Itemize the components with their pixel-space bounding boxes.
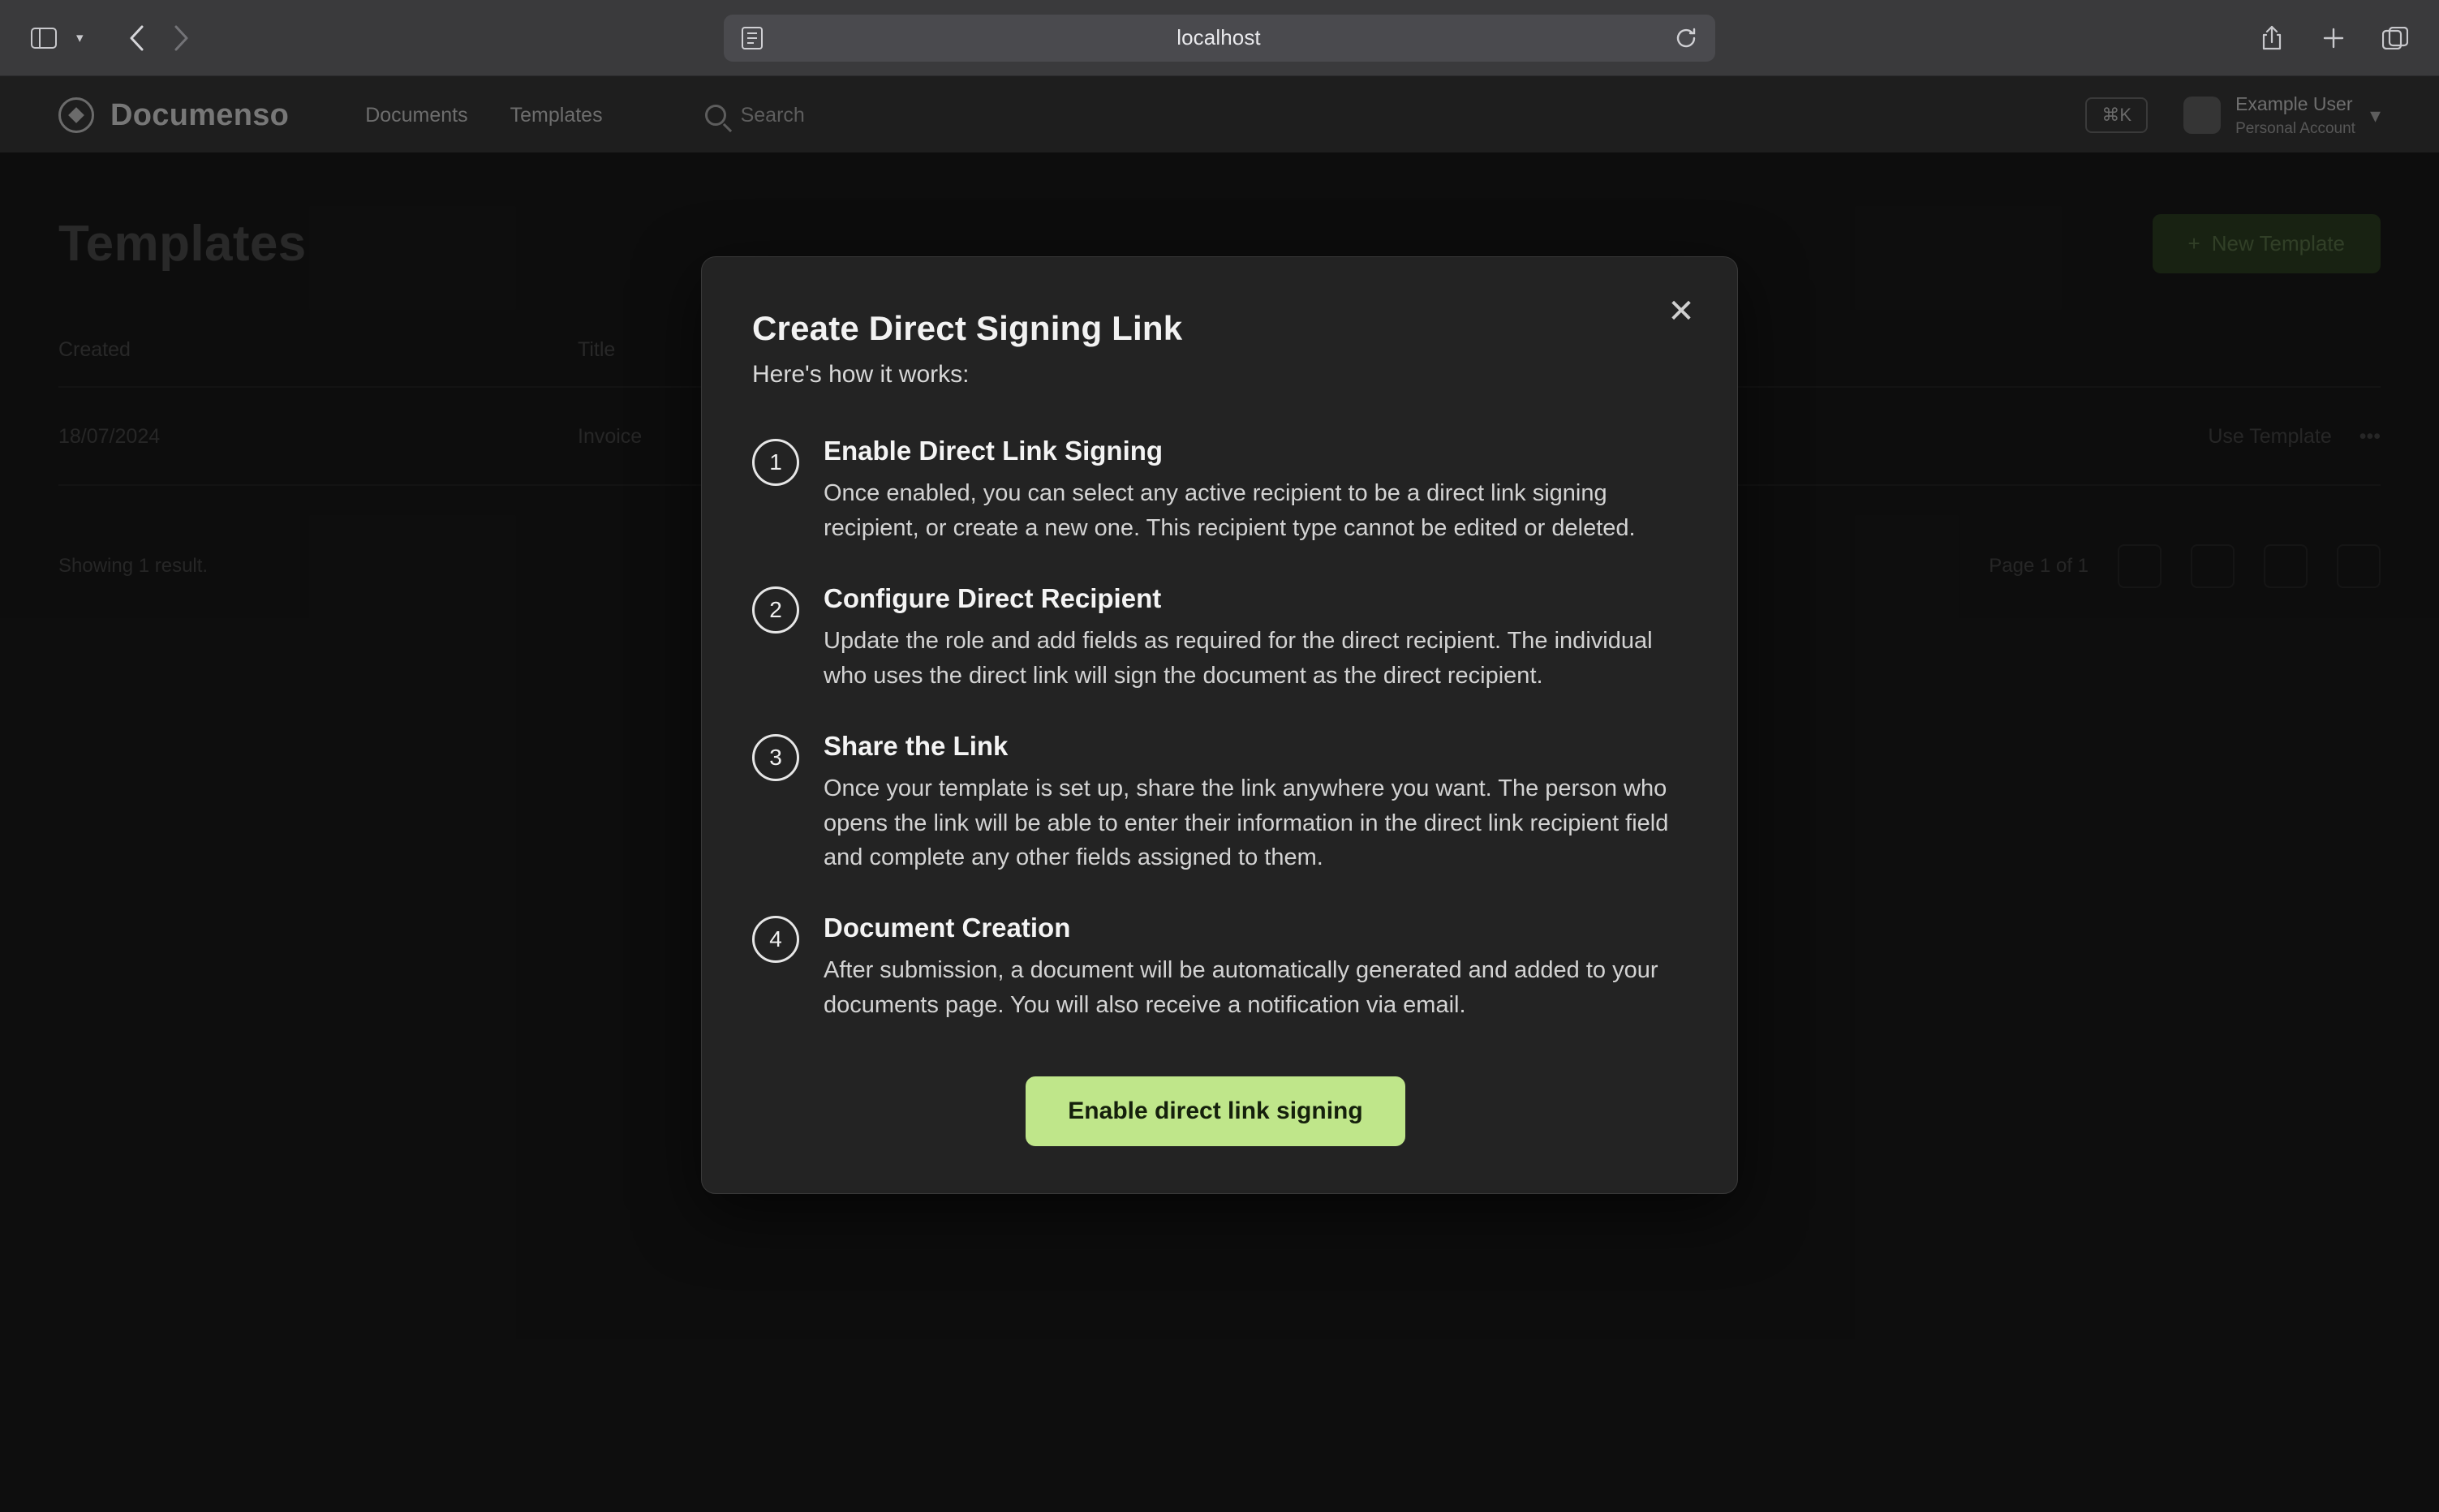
step-number: 4: [752, 916, 799, 963]
step-description: After submission, a document will be automatically generated and added to your documents page. You will also receive a notification via email.: [824, 957, 1658, 1019]
app-nav: [365, 104, 602, 127]
brand-name: Documenso: [110, 97, 290, 132]
step-description: Update the role and add fields as required for the direct recipient. The individual who uses the direct link will sign the document as the direct recipient.: [824, 627, 1653, 689]
enable-direct-link-signing-button[interactable]: Enable direct link signing: [1026, 1076, 1404, 1146]
step-item: [752, 583, 1679, 694]
nav-item-templates[interactable]: Templates: [510, 103, 603, 127]
app-header: [0, 76, 2439, 154]
step-description: Once enabled, you can select any active recipient to be a direct link signing recipient, or create a new one. This recipient type cannot be edited or deleted.: [824, 480, 1636, 541]
close-icon[interactable]: ✕: [1667, 294, 1695, 329]
step-title: Enable Direct Link Signing: [824, 436, 1164, 466]
account-subtitle: Personal Account: [2235, 119, 2355, 137]
sidebar-toggle-icon[interactable]: [26, 20, 62, 56]
step-description: Once your template is set up, share the link anywhere you want. The person who opens the link will be able to enter their information in the direct link recipient field and complete any other fields assigned to them.: [824, 775, 1669, 871]
reader-view-icon[interactable]: [742, 27, 763, 49]
nav-item-documents[interactable]: Documents: [365, 103, 468, 127]
search-input[interactable]: [705, 104, 805, 127]
step-item: [752, 436, 1679, 546]
steps-list: [752, 436, 1679, 1023]
step-item: [752, 913, 1679, 1023]
search-icon: [705, 105, 726, 126]
account-menu[interactable]: [2183, 93, 2381, 138]
step-item: [752, 731, 1679, 876]
address-bar[interactable]: [724, 15, 1715, 62]
url-text: localhost: [1176, 25, 1261, 49]
browser-toolbar-right: [2254, 20, 2413, 56]
step-number: 1: [752, 439, 799, 486]
browser-toolbar-left: [26, 20, 199, 56]
dialog-actions: [752, 1076, 1679, 1146]
dialog-title: Create Direct Signing Link: [752, 309, 1183, 347]
step-number: 2: [752, 586, 799, 634]
account-name: Example User: [2235, 92, 2353, 114]
brand[interactable]: [58, 97, 289, 133]
navigation-arrows: [119, 20, 199, 56]
share-icon[interactable]: [2254, 20, 2290, 56]
reload-icon[interactable]: [1675, 27, 1697, 49]
forward-arrow-icon[interactable]: [163, 20, 199, 56]
logo-icon: [58, 97, 94, 133]
step-title: Share the Link: [824, 730, 1009, 761]
header-right: [2085, 93, 2381, 138]
dialog-subtitle: Here's how it works:: [752, 361, 970, 388]
shortcut-hint: ⌘K: [2085, 97, 2148, 133]
create-direct-signing-link-dialog: [701, 256, 1738, 1194]
search-placeholder: Search: [740, 103, 805, 127]
avatar: [2183, 97, 2221, 134]
back-arrow-icon[interactable]: [119, 20, 155, 56]
chevron-down-icon: ▾: [2369, 102, 2381, 127]
app-page: [0, 76, 2439, 1512]
tab-overview-icon[interactable]: [2377, 20, 2413, 56]
step-title: Configure Direct Recipient: [824, 582, 1162, 613]
browser-toolbar: [0, 0, 2439, 76]
step-title: Document Creation: [824, 913, 1071, 943]
step-number: 3: [752, 734, 799, 781]
chevron-down-icon[interactable]: ▾: [76, 30, 84, 45]
plus-icon[interactable]: [2316, 20, 2351, 56]
